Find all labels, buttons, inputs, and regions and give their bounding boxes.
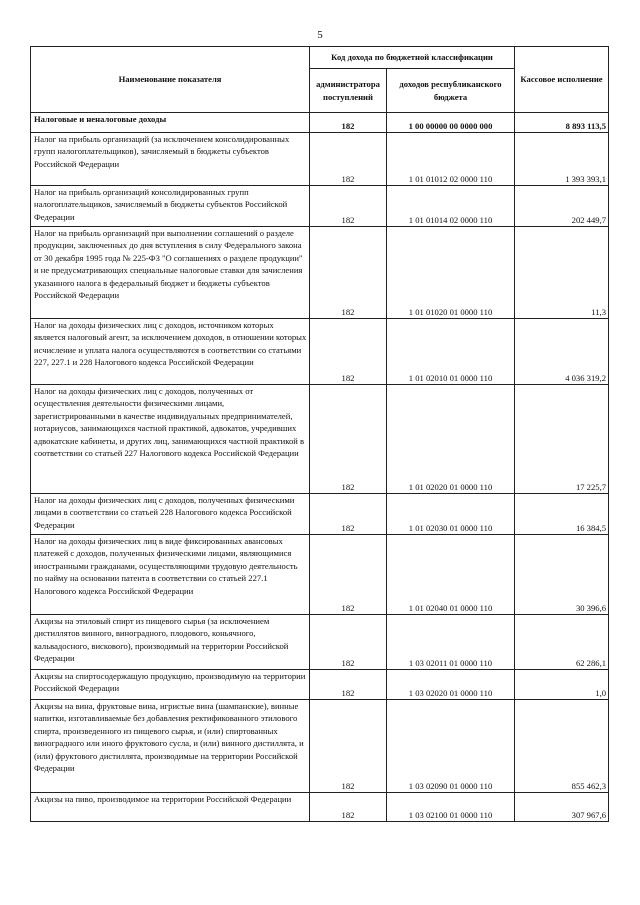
row-amount: 202 449,7: [515, 186, 609, 227]
header-cash-execution: Кассовое исполнение: [515, 47, 609, 113]
row-admin-code: 182: [310, 670, 387, 700]
row-admin-code: 182: [310, 319, 387, 385]
row-name: Налог на прибыль организаций консолидированных групп налогоплательщиков, зачисляемый в бюджеты субъектов Российской Федерации: [31, 186, 310, 227]
row-name: Акцизы на этиловый спирт из пищевого сырья (за исключением дистиллятов винного, виноградного, плодового, коньячного, кальвадосного, вискового), производимый на территории Российской Федерации: [31, 615, 310, 670]
header-code-group: Код дохода по бюджетной классификации: [310, 47, 515, 69]
row-income-code: 1 03 02100 01 0000 110: [387, 793, 515, 822]
row-income-code: 1 00 00000 00 0000 000: [387, 113, 515, 133]
page-number: 5: [317, 29, 323, 41]
row-admin-code: 182: [310, 113, 387, 133]
row-admin-code: 182: [310, 793, 387, 822]
header-administrator: администратора поступлений: [310, 69, 387, 113]
row-amount: 1,0: [515, 670, 609, 700]
row-name: Акцизы на пиво, производимое на территории Российской Федерации: [31, 793, 310, 822]
row-name: Налог на доходы физических лиц с доходов, полученных физическими лицами в соответствии со статьей 228 Налогового кодекса Российской Федерации: [31, 494, 310, 535]
row-income-code: 1 01 02020 01 0000 110: [387, 385, 515, 494]
row-income-code: 1 03 02011 01 0000 110: [387, 615, 515, 670]
row-name: Налоговые и неналоговые доходы: [31, 113, 310, 133]
row-name: Налог на прибыль организаций (за исключением консолидированных групп налогоплательщиков), зачисляемый в бюджеты субъектов Российской Федерации: [31, 133, 310, 186]
table-row: [31, 793, 609, 822]
row-income-code: 1 01 02010 01 0000 110: [387, 319, 515, 385]
row-name: Акцизы на спиртосодержащую продукцию, производимую на территории Российской Федерации: [31, 670, 310, 700]
row-income-code: 1 03 02090 01 0000 110: [387, 700, 515, 793]
row-name: Налог на доходы физических лиц с доходов, источником которых является налоговый агент, за исключением доходов, в отношении которых исчисление и уплата налога осуществляются в соответствии со статьями 227, 227.1 и 228 Налогового кодекса Российской Федерации: [31, 319, 310, 385]
row-income-code: 1 01 02030 01 0000 110: [387, 494, 515, 535]
row-amount: 17 225,7: [515, 385, 609, 494]
row-amount: 62 286,1: [515, 615, 609, 670]
table-row: [31, 227, 609, 319]
row-name: Налог на прибыль организаций при выполнении соглашений о разделе продукции, заключенных до дня вступления в силу Федерального закона от 30 декабря 1995 года № 225-ФЗ "О соглашениях о разделе продукции" и не предусматривающих специальные налоговые ставки для зачисления указанного налога в федеральный бюджет и бюджеты субъектов Российской Федерации: [31, 227, 310, 319]
row-income-code: 1 01 01012 02 0000 110: [387, 133, 515, 186]
row-amount: 11,3: [515, 227, 609, 319]
row-income-code: 1 01 01020 01 0000 110: [387, 227, 515, 319]
table-row: [31, 535, 609, 615]
row-amount: 8 893 113,5: [515, 113, 609, 133]
row-amount: 4 036 319,2: [515, 319, 609, 385]
row-amount: 16 384,5: [515, 494, 609, 535]
row-name: Налог на доходы физических лиц в виде фиксированных авансовых платежей с доходов, полученных физическими лицами, являющимися иностранными гражданами, осуществляющими трудовую деятельность по найму на основании патента в соответствии со статьей 227.1 Налогового кодекса Российской Федерации: [31, 535, 310, 615]
row-admin-code: 182: [310, 535, 387, 615]
table-row: [31, 133, 609, 186]
row-income-code: 1 01 02040 01 0000 110: [387, 535, 515, 615]
table-row: [31, 700, 609, 793]
row-name: Акцизы на вина, фруктовые вина, игристые вина (шампанские), винные напитки, изготавливаемые без добавления ректификованного этилового спирта, произведенного из пищевого сырья, и (или) спиртованных виноградного или иного фруктового сусла, и (или) винного дистиллята, и (или) фруктового дистиллята, производимые на территории Российской Федерации: [31, 700, 310, 793]
row-name: Налог на доходы физических лиц с доходов, полученных от осуществления деятельности физическими лицами, зарегистрированными в качестве индивидуальных предпринимателей, нотариусов, занимающихся частной практикой, адвокатов, учредивших адвокатские кабинеты, и других лиц, занимающихся частной практикой в соответствии со статьей 227 Налогового кодекса Российской Федерации: [31, 385, 310, 494]
table-row: [31, 113, 609, 133]
row-admin-code: 182: [310, 186, 387, 227]
row-amount: 1 393 393,1: [515, 133, 609, 186]
table-row: [31, 385, 609, 494]
row-admin-code: 182: [310, 227, 387, 319]
row-admin-code: 182: [310, 615, 387, 670]
row-amount: 855 462,3: [515, 700, 609, 793]
row-admin-code: 182: [310, 700, 387, 793]
table-row: [31, 319, 609, 385]
row-admin-code: 182: [310, 133, 387, 186]
row-amount: 30 396,6: [515, 535, 609, 615]
header-budget-income-code: доходов республиканского бюджета: [387, 69, 515, 113]
budget-income-table: [30, 46, 609, 822]
table-row: [31, 186, 609, 227]
row-admin-code: 182: [310, 385, 387, 494]
row-admin-code: 182: [310, 494, 387, 535]
row-amount: 307 967,6: [515, 793, 609, 822]
header-indicator-name: Наименование показателя: [31, 47, 310, 113]
row-income-code: 1 01 01014 02 0000 110: [387, 186, 515, 227]
table-row: [31, 615, 609, 670]
row-income-code: 1 03 02020 01 0000 110: [387, 670, 515, 700]
table-row: [31, 494, 609, 535]
table-row: [31, 670, 609, 700]
